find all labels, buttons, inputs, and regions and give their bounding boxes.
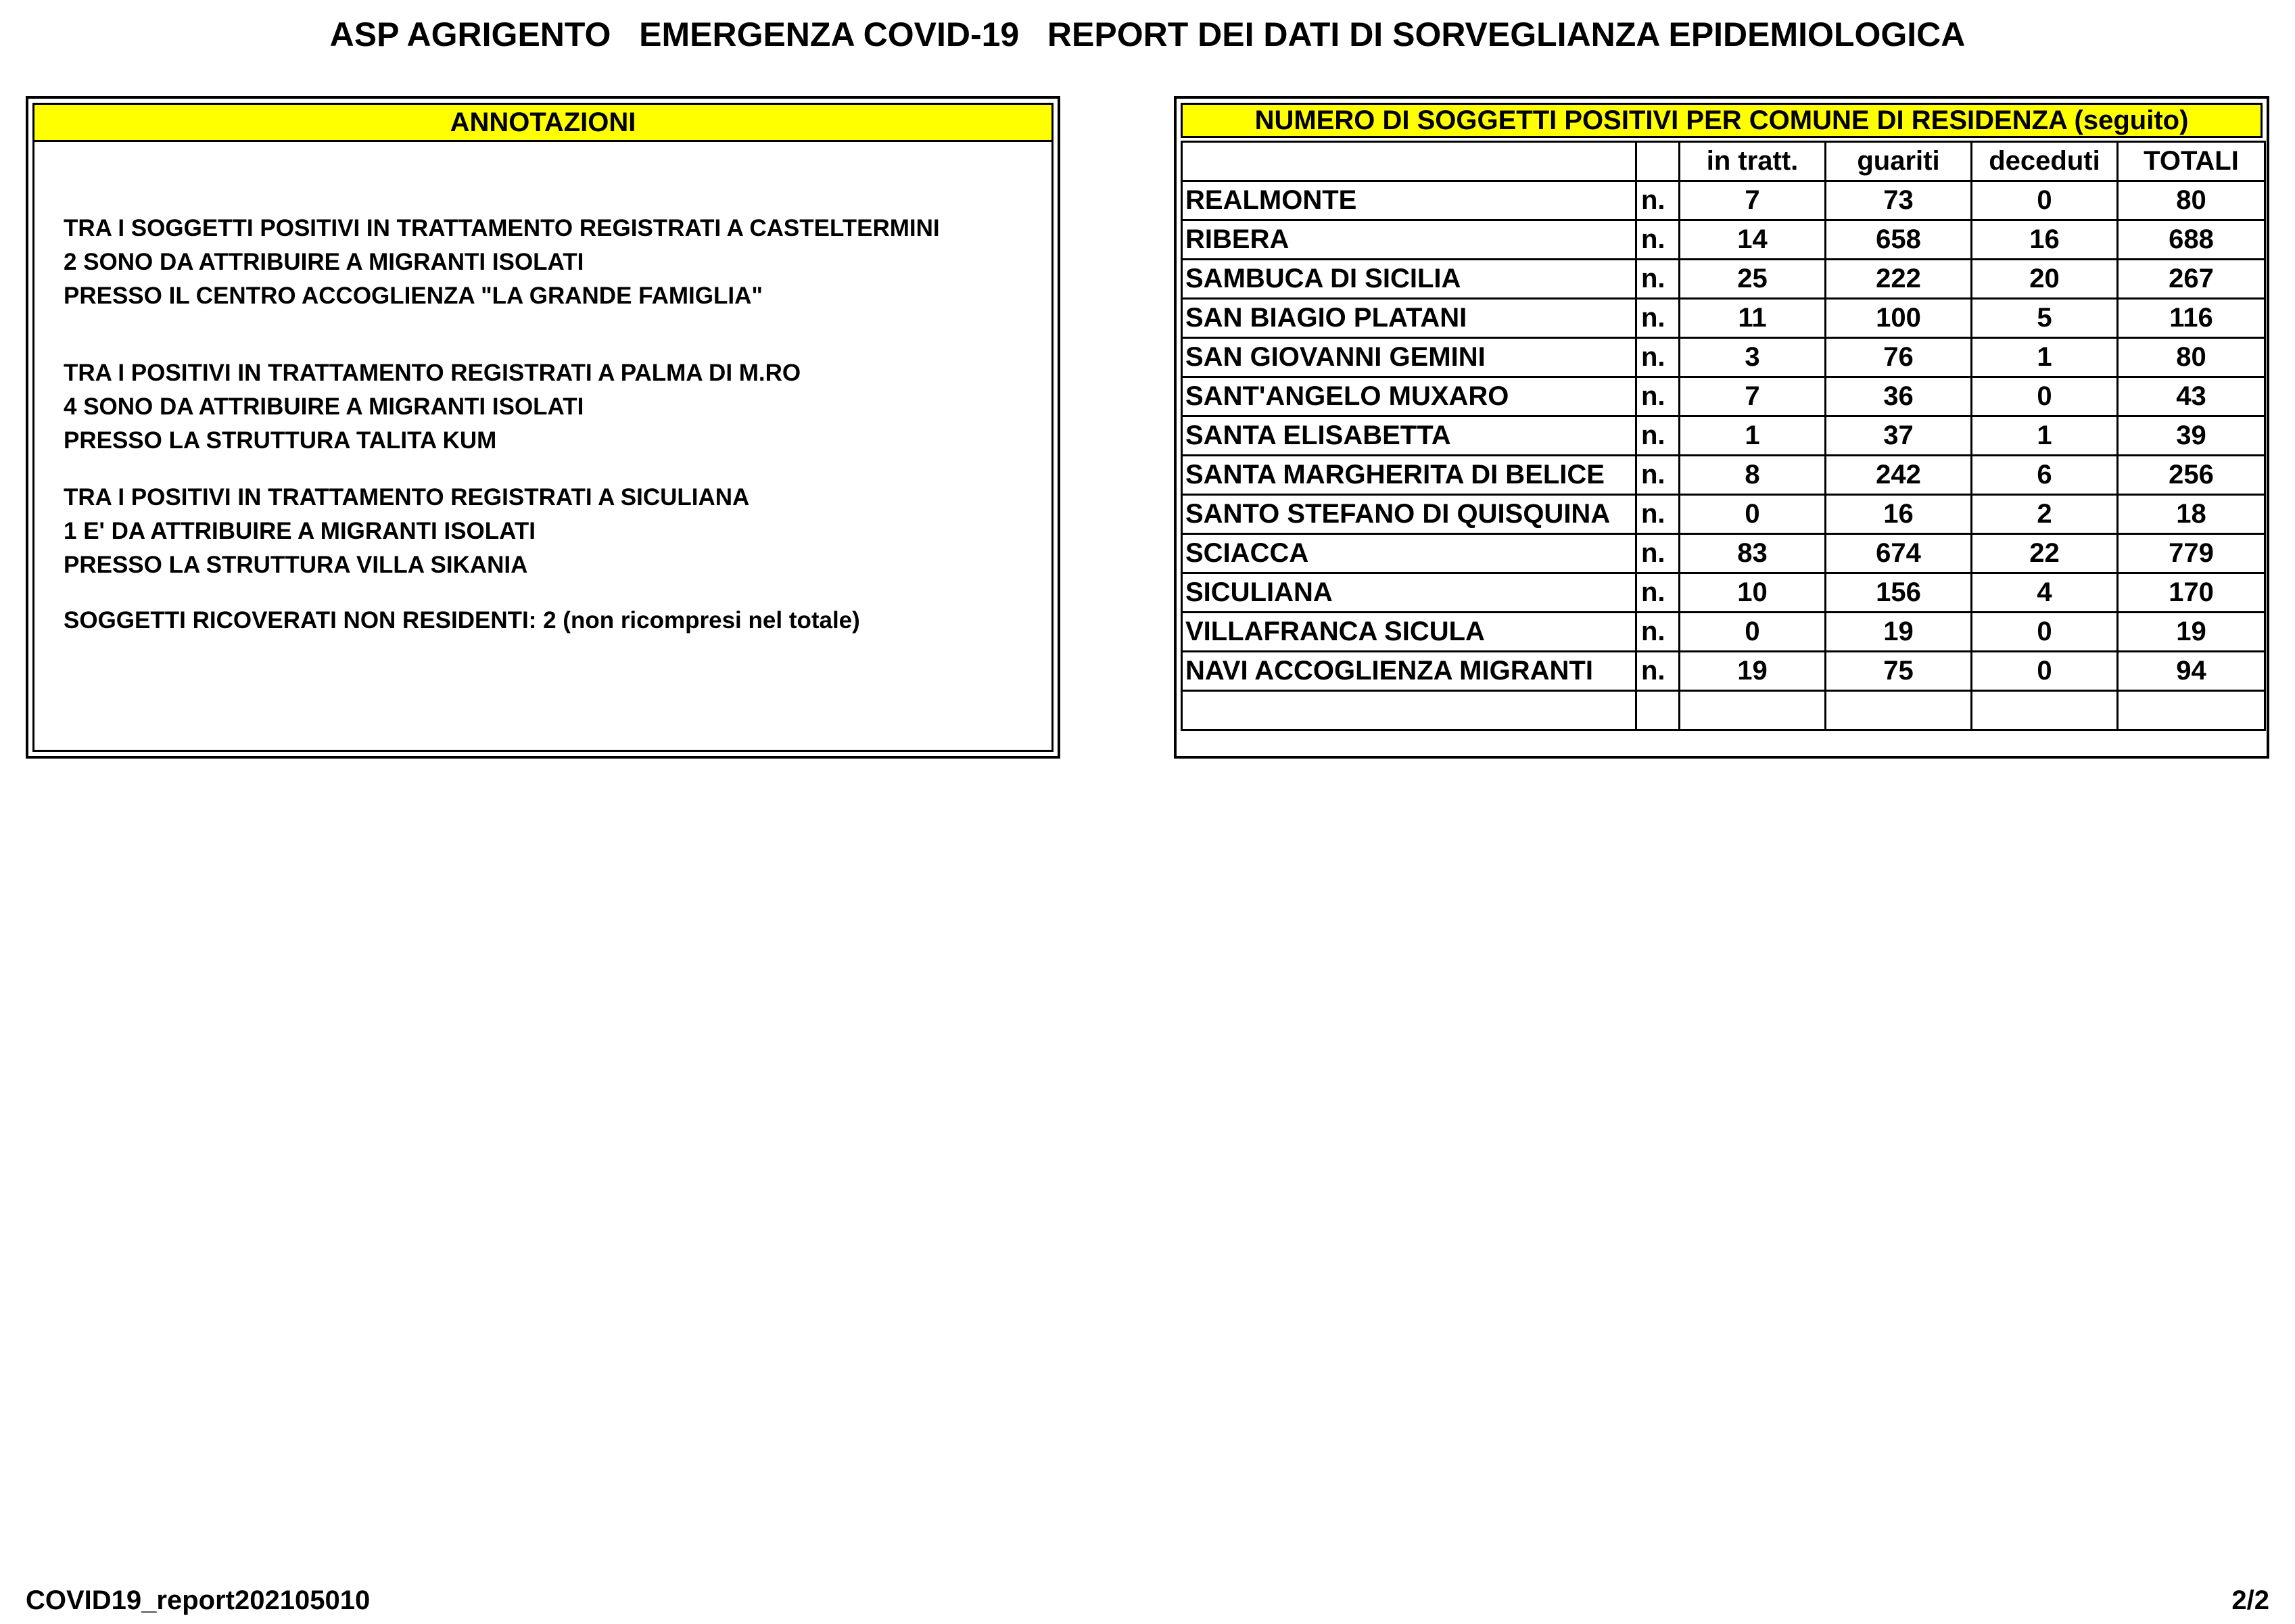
value-cell-deceduti: 0 xyxy=(1972,377,2118,416)
table-row xyxy=(1182,573,2265,613)
table-row xyxy=(1182,220,2265,260)
table-row xyxy=(1182,377,2265,416)
value-cell-guariti: 36 xyxy=(1826,377,1972,416)
value-cell-totali: 19 xyxy=(2118,613,2265,652)
value-cell-guariti: 222 xyxy=(1826,260,1972,299)
table-row xyxy=(1182,260,2265,299)
unit-cell: n. xyxy=(1636,416,1680,456)
value-cell-totali: 267 xyxy=(2118,260,2265,299)
municipality-name-cell: REALMONTE xyxy=(1182,181,1636,220)
value-cell-in-tratt: 1 xyxy=(1680,416,1826,456)
value-cell-deceduti: 20 xyxy=(1972,260,2118,299)
annotations-panel xyxy=(26,96,1060,759)
unit-cell: n. xyxy=(1636,338,1680,377)
value-cell-in-tratt: 11 xyxy=(1680,299,1826,338)
table-row xyxy=(1182,181,2265,220)
empty-cell xyxy=(1680,691,1826,730)
empty-cell xyxy=(1636,691,1680,730)
municipality-name-cell: VILLAFRANCA SICULA xyxy=(1182,613,1636,652)
column-header-in-tratt: in tratt. xyxy=(1680,142,1826,181)
column-header-totali: TOTALI xyxy=(2118,142,2265,181)
municipality-name-cell: RIBERA xyxy=(1182,220,1636,260)
value-cell-guariti: 242 xyxy=(1826,456,1972,495)
header-blank-cell xyxy=(1636,142,1680,181)
value-cell-deceduti: 16 xyxy=(1972,220,2118,260)
unit-cell: n. xyxy=(1636,534,1680,573)
unit-cell: n. xyxy=(1636,181,1680,220)
annotation-line: SOGGETTI RICOVERATI NON RESIDENTI: 2 (non ricompresi nel totale) xyxy=(64,607,860,634)
value-cell-in-tratt: 8 xyxy=(1680,456,1826,495)
table-heading: NUMERO DI SOGGETTI POSITIVI PER COMUNE DI RESIDENZA (seguito) xyxy=(1181,103,2263,138)
value-cell-deceduti: 0 xyxy=(1972,181,2118,220)
unit-cell: n. xyxy=(1636,613,1680,652)
column-header-guariti: guariti xyxy=(1826,142,1972,181)
table-row xyxy=(1182,613,2265,652)
value-cell-deceduti: 1 xyxy=(1972,338,2118,377)
value-cell-totali: 80 xyxy=(2118,181,2265,220)
table-row xyxy=(1182,534,2265,573)
value-cell-totali: 256 xyxy=(2118,456,2265,495)
value-cell-deceduti: 1 xyxy=(1972,416,2118,456)
municipality-name-cell: SANTA MARGHERITA DI BELICE xyxy=(1182,456,1636,495)
municipality-table xyxy=(1181,141,2266,731)
value-cell-in-tratt: 10 xyxy=(1680,573,1826,613)
value-cell-deceduti: 0 xyxy=(1972,613,2118,652)
unit-cell: n. xyxy=(1636,456,1680,495)
empty-cell xyxy=(1826,691,1972,730)
unit-cell: n. xyxy=(1636,652,1680,691)
value-cell-in-tratt: 0 xyxy=(1680,613,1826,652)
table-row xyxy=(1182,456,2265,495)
footer-filename: COVID19_report202105010 xyxy=(26,1585,371,1615)
value-cell-in-tratt: 7 xyxy=(1680,377,1826,416)
header-blank-cell xyxy=(1182,142,1636,181)
municipality-name-cell: SICULIANA xyxy=(1182,573,1636,613)
value-cell-in-tratt: 25 xyxy=(1680,260,1826,299)
municipality-name-cell: SANT'ANGELO MUXARO xyxy=(1182,377,1636,416)
municipality-name-cell: SAN GIOVANNI GEMINI xyxy=(1182,338,1636,377)
value-cell-guariti: 76 xyxy=(1826,338,1972,377)
table-row xyxy=(1182,299,2265,338)
annotation-line: TRA I POSITIVI IN TRATTAMENTO REGISTRATI A PALMA DI M.RO xyxy=(64,360,801,386)
value-cell-in-tratt: 14 xyxy=(1680,220,1826,260)
value-cell-guariti: 100 xyxy=(1826,299,1972,338)
annotation-line: 2 SONO DA ATTRIBUIRE A MIGRANTI ISOLATI xyxy=(64,249,584,275)
table-row xyxy=(1182,416,2265,456)
annotations-heading: ANNOTAZIONI xyxy=(34,105,1051,142)
footer-page-number: 2/2 xyxy=(2231,1585,2269,1615)
annotation-line: 4 SONO DA ATTRIBUIRE A MIGRANTI ISOLATI xyxy=(64,393,584,420)
value-cell-deceduti: 4 xyxy=(1972,573,2118,613)
table-row xyxy=(1182,652,2265,691)
annotation-line: PRESSO LA STRUTTURA TALITA KUM xyxy=(64,427,497,454)
value-cell-guariti: 156 xyxy=(1826,573,1972,613)
value-cell-guariti: 658 xyxy=(1826,220,1972,260)
value-cell-in-tratt: 0 xyxy=(1680,495,1826,534)
value-cell-deceduti: 6 xyxy=(1972,456,2118,495)
municipality-name-cell: NAVI ACCOGLIENZA MIGRANTI xyxy=(1182,652,1636,691)
value-cell-in-tratt: 3 xyxy=(1680,338,1826,377)
annotation-line: PRESSO LA STRUTTURA VILLA SIKANIA xyxy=(64,552,528,578)
value-cell-totali: 170 xyxy=(2118,573,2265,613)
unit-cell: n. xyxy=(1636,260,1680,299)
value-cell-guariti: 19 xyxy=(1826,613,1972,652)
value-cell-guariti: 674 xyxy=(1826,534,1972,573)
municipality-name-cell: SAMBUCA DI SICILIA xyxy=(1182,260,1636,299)
value-cell-totali: 80 xyxy=(2118,338,2265,377)
empty-cell xyxy=(1972,691,2118,730)
value-cell-deceduti: 2 xyxy=(1972,495,2118,534)
value-cell-deceduti: 5 xyxy=(1972,299,2118,338)
value-cell-guariti: 16 xyxy=(1826,495,1972,534)
annotation-line: PRESSO IL CENTRO ACCOGLIENZA "LA GRANDE FAMIGLIA" xyxy=(64,283,763,309)
positives-by-municipality-panel xyxy=(1174,96,2269,759)
municipality-name-cell: SCIACCA xyxy=(1182,534,1636,573)
value-cell-in-tratt: 83 xyxy=(1680,534,1826,573)
value-cell-totali: 94 xyxy=(2118,652,2265,691)
annotation-line: 1 E' DA ATTRIBUIRE A MIGRANTI ISOLATI xyxy=(64,518,536,544)
value-cell-totali: 18 xyxy=(2118,495,2265,534)
value-cell-in-tratt: 7 xyxy=(1680,181,1826,220)
unit-cell: n. xyxy=(1636,220,1680,260)
column-header-deceduti: deceduti xyxy=(1972,142,2118,181)
value-cell-totali: 43 xyxy=(2118,377,2265,416)
annotation-line: TRA I POSITIVI IN TRATTAMENTO REGISTRATI A SICULIANA xyxy=(64,484,750,510)
value-cell-totali: 779 xyxy=(2118,534,2265,573)
table-row xyxy=(1182,338,2265,377)
value-cell-totali: 688 xyxy=(2118,220,2265,260)
unit-cell: n. xyxy=(1636,377,1680,416)
value-cell-totali: 116 xyxy=(2118,299,2265,338)
table-row xyxy=(1182,495,2265,534)
value-cell-deceduti: 0 xyxy=(1972,652,2118,691)
value-cell-guariti: 73 xyxy=(1826,181,1972,220)
report-title: ASP AGRIGENTO EMERGENZA COVID-19 REPORT DEI DATI DI SORVEGLIANZA EPIDEMIOLOGICA xyxy=(329,16,1966,53)
municipality-name-cell: SAN BIAGIO PLATANI xyxy=(1182,299,1636,338)
value-cell-in-tratt: 19 xyxy=(1680,652,1826,691)
value-cell-guariti: 37 xyxy=(1826,416,1972,456)
value-cell-deceduti: 22 xyxy=(1972,534,2118,573)
value-cell-guariti: 75 xyxy=(1826,652,1972,691)
empty-table-row xyxy=(1182,691,2265,730)
unit-cell: n. xyxy=(1636,299,1680,338)
empty-cell xyxy=(1182,691,1636,730)
municipality-name-cell: SANTO STEFANO DI QUISQUINA xyxy=(1182,495,1636,534)
table-header-row xyxy=(1182,142,2265,181)
unit-cell: n. xyxy=(1636,573,1680,613)
municipality-name-cell: SANTA ELISABETTA xyxy=(1182,416,1636,456)
empty-cell xyxy=(2118,691,2265,730)
annotation-line: TRA I SOGGETTI POSITIVI IN TRATTAMENTO REGISTRATI A CASTELTERMINI xyxy=(64,215,940,241)
unit-cell: n. xyxy=(1636,495,1680,534)
value-cell-totali: 39 xyxy=(2118,416,2265,456)
